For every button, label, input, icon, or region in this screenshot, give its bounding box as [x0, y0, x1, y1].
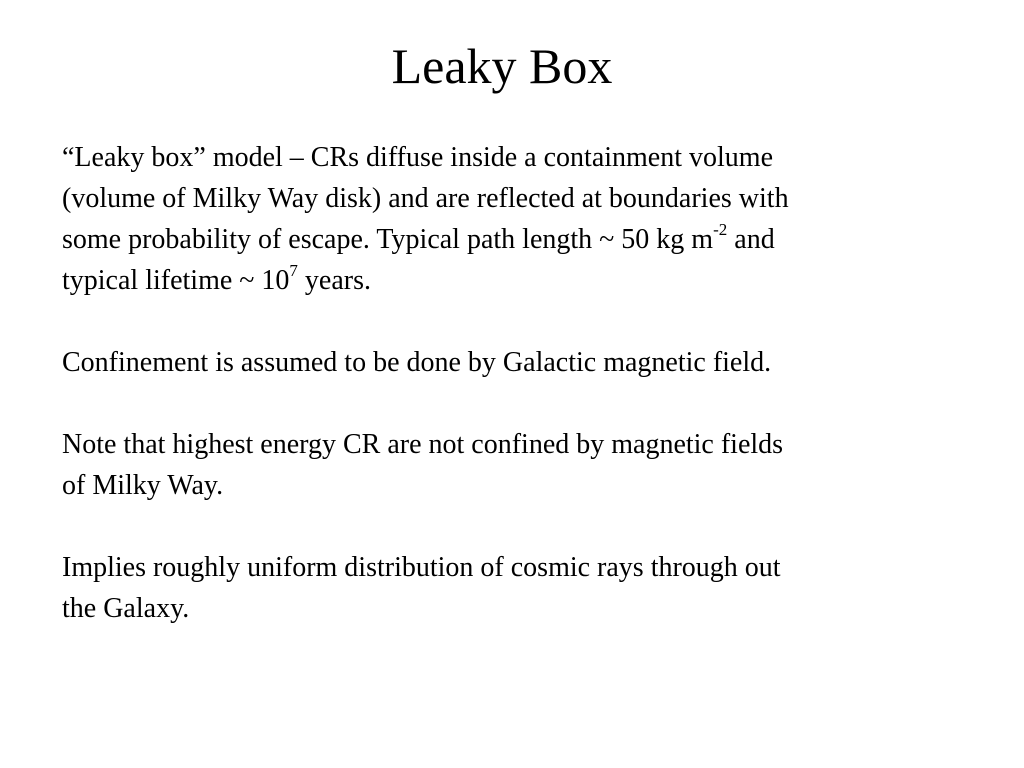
paragraph-highest-energy: [62, 424, 962, 506]
slide-body: [62, 137, 962, 670]
text-segment: years.: [297, 265, 371, 296]
slide-title: Leaky Box: [391, 38, 613, 94]
exponent: -2: [713, 219, 728, 239]
text-segment: some probability of escape. Typical path length ~ 50 kg m: [62, 224, 714, 255]
text-line: “Leaky box” model – CRs diffuse inside a containment volume: [62, 142, 773, 173]
text-line-lifetime: [62, 260, 962, 301]
paragraph-leaky-box-model: [62, 137, 962, 301]
paragraph-confinement: [62, 342, 962, 383]
text-line: Confinement is assumed to be done by Galactic magnetic field.: [62, 347, 772, 378]
text-segment: and: [727, 224, 775, 255]
text-line: (volume of Milky Way disk) and are reflected at boundaries with: [62, 183, 789, 214]
text-line: Note that highest energy CR are not confined by magnetic fields: [62, 429, 784, 460]
exponent: 7: [289, 260, 298, 280]
text-line: of Milky Way.: [62, 470, 224, 501]
paragraph-uniform-distribution: [62, 547, 962, 629]
text-line: Implies roughly uniform distribution of cosmic rays through out: [62, 552, 781, 583]
text-segment: typical lifetime ~ 10: [62, 265, 290, 296]
text-line: the Galaxy.: [62, 593, 190, 624]
text-line-path-length: [62, 219, 962, 260]
